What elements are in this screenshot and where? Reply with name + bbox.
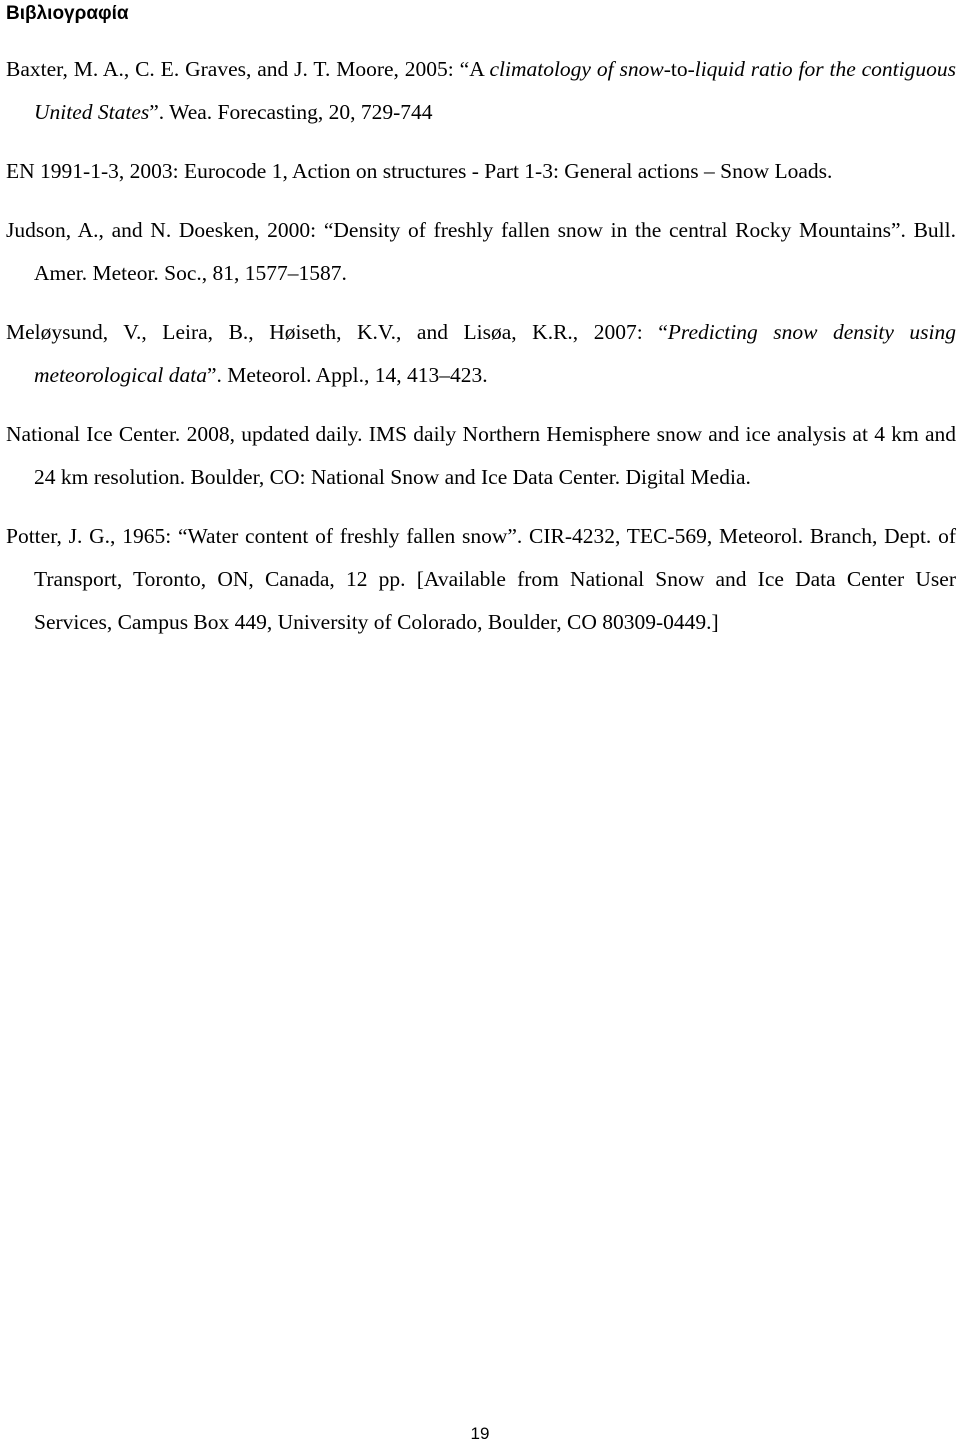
reference-text: ”. Wea. Forecasting, 20, 729-744 <box>149 100 433 124</box>
reference-italic-text: liquid ratio for the contiguous United States <box>34 57 956 124</box>
page-number: 19 <box>470 1424 490 1443</box>
reference-entry <box>6 209 956 295</box>
reference-entry <box>6 413 956 499</box>
reference-text: Baxter, M. A., C. E. Graves, and J. T. Moore, 2005: “A <box>6 57 490 81</box>
reference-italic-text: Predicting snow density using meteorological data <box>34 320 957 387</box>
page-heading: Βιβλιογραφία <box>6 3 129 24</box>
reference-entry <box>6 515 956 644</box>
reference-text: Potter, J. G., 1965: “Water content of freshly fallen snow”. CIR-4232, TEC-569, Meteorol. Branch, Dept. of Transport, Toronto, ON, Canada, 12 pp. [Available from National Snow and Ice Data Center User Services, Campus Box 449, University of Colorado, Boulder, CO 80309-0449.] <box>6 524 956 634</box>
reference-italic-text: climatology of snow <box>489 57 664 81</box>
reference-text: Meløysund, V., Leira, B., Høiseth, K.V., and Lisøa, K.R., 2007: “ <box>6 320 668 344</box>
reference-entry <box>6 150 956 193</box>
reference-text: EN 1991-1-3, 2003: Eurocode 1, Action on structures - Part 1-3: General actions – Snow Loads. <box>6 159 833 183</box>
reference-text: Judson, A., and N. Doesken, 2000: “Density of freshly fallen snow in the central Rocky Mountains”. Bull. Amer. Meteor. Soc., 81, 1577–1587. <box>6 218 956 285</box>
reference-text: -to- <box>663 57 695 81</box>
reference-text: ”. Meteorol. Appl., 14, 413–423. <box>206 363 488 387</box>
reference-list <box>6 48 956 660</box>
reference-text: National Ice Center. 2008, updated daily. IMS daily Northern Hemisphere snow and ice analysis at 4 km and 24 km resolution. Boulder, CO: National Snow and Ice Data Center. Digital Media. <box>6 422 956 489</box>
reference-entry <box>6 311 956 397</box>
reference-entry <box>6 48 956 134</box>
